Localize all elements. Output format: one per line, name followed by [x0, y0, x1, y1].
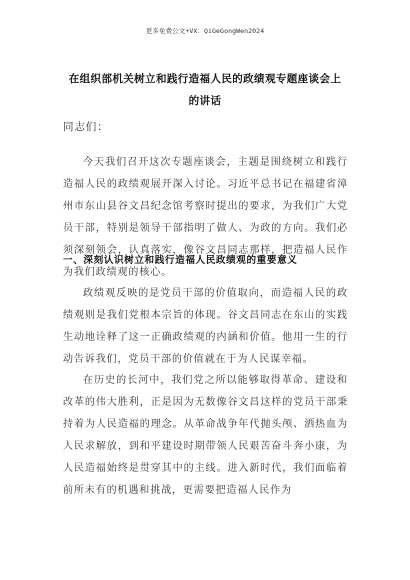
paragraph-1: 今天我们召开这次专题座谈会，主题是围绕树立和践行造福人民的政绩观展开深入讨论。习近平总书记在福建省漳州市东山县谷文昌纪念馆考察时提出的要求，为我们广大党员干部，特别是领导干部指明了做人、为政的方向。我们必须深刻领会，认真落实，像谷文昌同志那样，把造福人民作为我们政绩观的核心。	[63, 157, 348, 278]
header-note: 更多免费公文+VX：QiGeGongWen2024	[145, 27, 265, 35]
section-heading-1: 一、深刻认识树立和践行造福人民政绩观的重要意义	[63, 255, 298, 266]
paragraph-3: 在历史的长河中，我们党之所以能够取得革命、建设和改革的伟大胜利，正是因为无数像谷文昌这样的党员干部秉持着为人民造福的理念。从革命战争年代抛头颅、洒热血为人民求解放，到和平建设时期带领人民艰苦奋斗奔小康，为人民造福始终是贯穿其中的主线。进入新时代，我们面临着前所未有的机遇和挑战，更需要把造福人民作为	[63, 375, 348, 496]
title-line-1: 在组织部机关树立和践行造福人民的政绩观专题座谈会上	[68, 73, 342, 85]
paragraph-2: 政绩观反映的是党员干部的价值取向，而造福人民的政绩观则是我们党根本宗旨的体现。谷文昌同志在东山的实践生动地诠释了这一正确政绩观的内涵和价值。他用一生的行动告诉我们，党员干部的价值就在于为人民谋幸福。	[63, 288, 348, 365]
title-line-2: 的讲话	[188, 95, 222, 107]
document-title	[60, 68, 350, 112]
salutation: 同志们：	[63, 121, 109, 133]
